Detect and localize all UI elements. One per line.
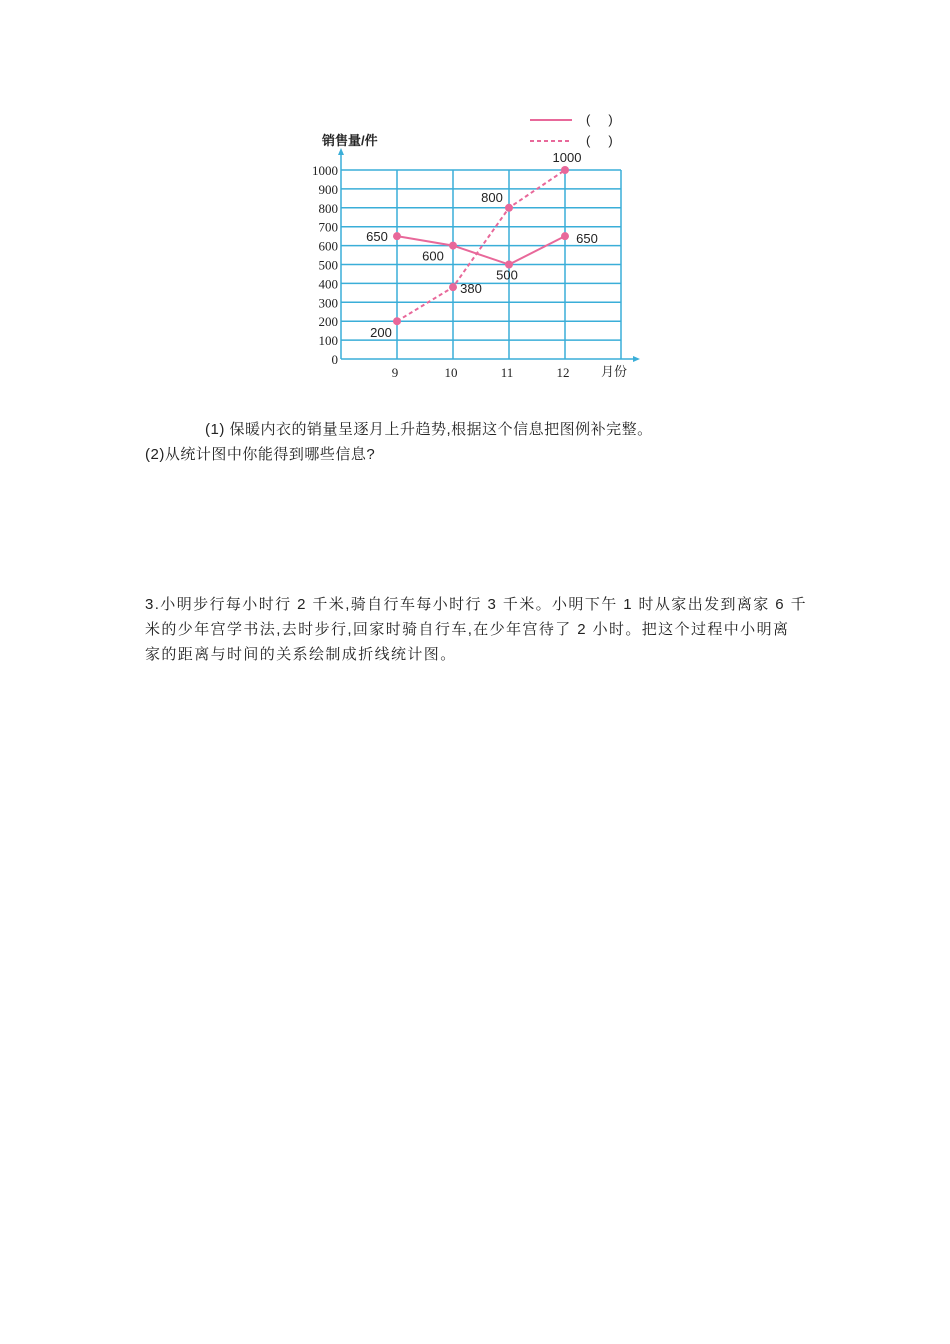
x-axis-label: 月份 [601, 364, 628, 379]
data-label-solid: 650 [576, 231, 598, 247]
data-point-solid [449, 242, 457, 250]
data-point-dashed [449, 283, 457, 291]
data-label-dashed: 1000 [552, 150, 582, 165]
y-tick-label: 100 [318, 333, 338, 349]
x-tick-label: 12 [556, 365, 570, 380]
y-tick-label: 0 [331, 352, 338, 367]
data-label-dashed: 200 [370, 325, 392, 341]
x-tick-label: 10 [444, 365, 458, 380]
y-axis-arrow-icon [338, 148, 344, 155]
y-tick-label: 1000 [312, 163, 338, 178]
question-3-line-1: 3.小明步行每小时行 2 千米,骑自行车每小时行 3 千米。小明下午 1 时从家出发到离家 6 千 [145, 596, 807, 613]
y-tick-label: 600 [318, 238, 338, 254]
data-label-solid: 650 [366, 229, 388, 245]
data-point-solid [393, 232, 401, 240]
y-tick-label: 300 [318, 295, 338, 311]
legend-dashed-label: ( ) [586, 133, 613, 148]
y-axis-label: 销售量/件 [322, 133, 378, 148]
sales-line-chart [0, 0, 950, 400]
question-3-line-3: 家的距离与时间的关系绘制成折线统计图。 [145, 646, 457, 663]
data-point-dashed [393, 317, 401, 325]
data-point-dashed [561, 166, 569, 174]
question-1: (1) 保暖内衣的销量呈逐月上升趋势,根据这个信息把图例补完整。 [205, 421, 653, 438]
x-axis-arrow-icon [633, 356, 640, 362]
data-point-dashed [505, 204, 513, 212]
question-3-line-2: 米的少年宫学书法,去时步行,回家时骑自行车,在少年宫待了 2 小时。把这个过程中小明离 [145, 621, 790, 638]
question-2: (2)从统计图中你能得到哪些信息? [145, 446, 376, 463]
data-label-solid: 600 [422, 248, 444, 264]
data-point-solid [561, 232, 569, 240]
y-tick-label: 700 [318, 219, 338, 235]
data-label-solid: 500 [496, 267, 518, 283]
y-tick-label: 800 [318, 200, 338, 216]
x-tick-label: 9 [391, 365, 399, 380]
x-tick-label: 11 [500, 365, 514, 380]
legend-solid-label: ( ) [586, 112, 613, 127]
data-label-dashed: 380 [460, 281, 482, 297]
y-tick-label: 200 [318, 314, 338, 330]
y-tick-label: 900 [318, 181, 338, 197]
data-label-dashed: 800 [481, 189, 503, 205]
y-tick-label: 500 [318, 257, 338, 273]
y-tick-label: 400 [318, 276, 338, 292]
